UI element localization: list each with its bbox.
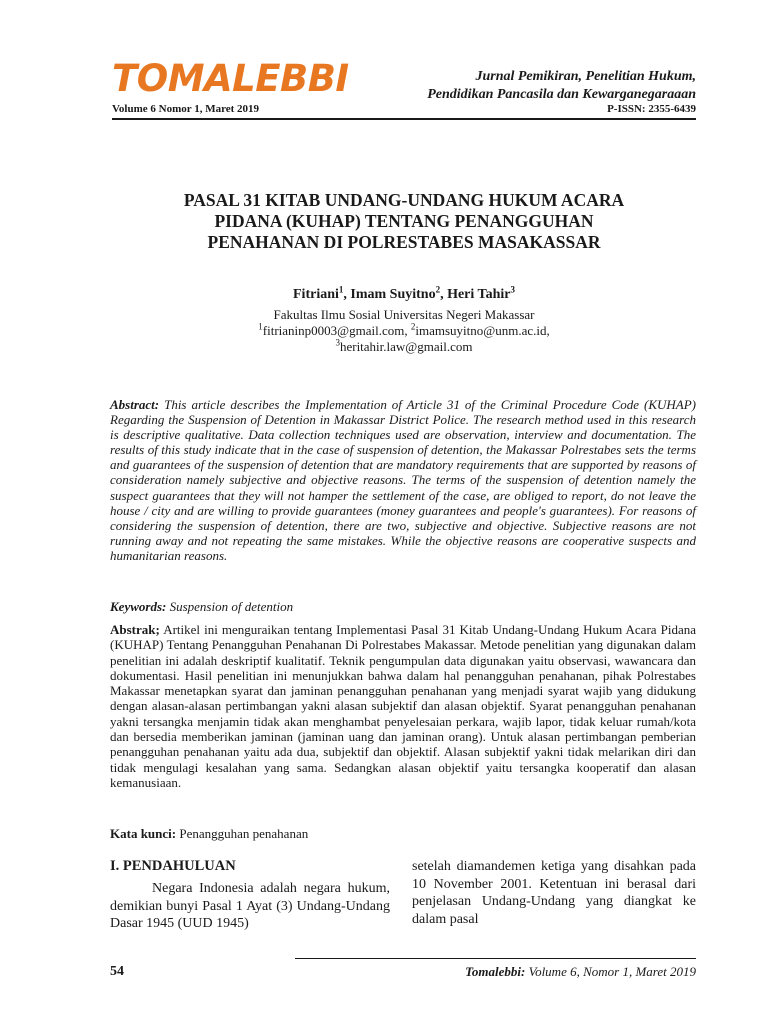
- keywords-label: Keywords:: [110, 599, 167, 614]
- footer-citation: [465, 964, 696, 980]
- header-divider: [112, 118, 696, 120]
- body-left-column: Negara Indonesia adalah negara hukum, demikian bunyi Pasal 1 Ayat (3) Undang-Undang Dasar 1945 (UUD 1945): [110, 881, 390, 931]
- email-line-2: [112, 339, 696, 355]
- author-1: Fitriani: [293, 287, 339, 302]
- email-1-sup: 1: [258, 321, 263, 332]
- page-number: 54: [110, 964, 124, 979]
- email-3[interactable]: heritahir.law@gmail.com: [339, 339, 473, 354]
- kata-kunci-label: Kata kunci:: [110, 826, 177, 841]
- journal-subtitle-line2: Pendidikan Pancasila dan Kewarganegaraaan: [427, 87, 696, 102]
- authors: Fitriani$^1$, Imam Suyitno$^2$, Heri Tahir$^3$: [293, 284, 515, 302]
- footer-journal-name: Tomalebbi:: [465, 964, 526, 979]
- footer-issue: Volume 6, Nomor 1, Maret 2019: [528, 964, 696, 979]
- title-line2: PIDANA (KUHAP) TENTANG PENANGGUHAN: [214, 211, 594, 231]
- title-line3: PENAHANAN DI POLRESTABES MASAKASSAR: [207, 232, 601, 252]
- journal-subtitle-line1: Jurnal Pemikiran, Penelitian Hukum,: [475, 69, 696, 84]
- keywords-value: Suspension of detention: [169, 599, 294, 614]
- abstract-text: This article describes the Implementation of Article 31 of the Criminal Procedure Code (KUHAP) Regarding the Suspension of Detention in Makassar District Police. The research method used in this research is descriptive qualitative. Data collection techniques used are observation, interview and documentation. The results of this study indicate that in the case of suspension of detention, the Makassar Polrestabes sets the terms and guarantees of the suspension of detention that are mandatory requirements that are supported by reasons of consideration namely subjective and objective reasons. The terms of the suspension of detention namely the suspect guarantees that they will not hamper the settlement of the case, are obliged to report, do not leave the house / city and are willing to provide guarantees (money guarantees and people's guarantees). For reasons of considering the suspension of detention, there are two, subjective and objective. Subjective reasons are not running away and not repeating the same mistakes. While the objective reasons are cooperative suspects and humanitarian reasons.: [110, 397, 696, 563]
- email-3-sup: 3: [335, 337, 340, 348]
- section-heading: I. PENDAHULUAN: [110, 858, 236, 874]
- email-2-sup: 2: [410, 321, 416, 332]
- kata-kunci-value: Penangguhan penahanan: [179, 826, 309, 841]
- abstrak-label: Abstrak;: [110, 622, 160, 637]
- affiliation: Fakultas Ilmu Sosial Universitas Negeri Makassar: [273, 307, 535, 322]
- abstract-indonesian: [110, 622, 696, 790]
- volume-info: Volume 6 Nomor 1, Maret 2019: [112, 103, 260, 115]
- email-2[interactable]: imamsuyitno@unm.ac.id,: [415, 323, 550, 338]
- journal-subtitle: [427, 68, 696, 104]
- journal-logo: TOMALEBBI: [112, 57, 349, 100]
- body-right-column: setelah diamandemen ketiga yang disahkan pada 10 November 2001. Ketentuan ini berasal dari penjelasan Undang-Undang yang diangkat ke dalam pasal: [412, 859, 696, 927]
- email-1[interactable]: fitrianinp0003@gmail.com,: [262, 323, 408, 338]
- email-line-1: [112, 323, 696, 339]
- issn: P-ISSN: 2355-6439: [607, 103, 696, 115]
- author-2-sup: 2: [435, 284, 441, 295]
- keywords-english: [110, 599, 696, 615]
- affiliation-block: [112, 307, 696, 355]
- author-1-sup: 1: [338, 284, 344, 295]
- footer-divider: [295, 958, 696, 959]
- author-3: Heri Tahir: [447, 287, 511, 302]
- title-line1: PASAL 31 KITAB UNDANG-UNDANG HUKUM ACARA: [183, 190, 625, 210]
- abstract-label: Abstract:: [110, 397, 160, 412]
- author-3-sup: 3: [510, 284, 515, 295]
- article-title: [112, 190, 696, 253]
- author-2: Imam Suyitno: [350, 287, 436, 302]
- abstrak-text: Artikel ini menguraikan tentang Implementasi Pasal 31 Kitab Undang-Undang Hukum Acara Pidana (KUHAP) Tentang Penangguhan Penahanan Di Polrestabes Makassar. Metode penelitian yang digunakan dalam penelitian ini adalah deskriptif kualitatif. Teknik pengumpulan data digunakan yaitu observasi, wawancara dan dokumentasi. Hasil penelitian ini menunjukkan bahwa dalam hal penangguhan penahanan, pihak Polrestabes Makassar menetapkan syarat dan jaminan penangguhan penahanan yang menjadi syarat wajib yang didukung dengan alasan-alasan pertimbangan yakni alasan subjektif dan alasan objektif. Syarat penangguhan penahanan yakni tersangka menjamin tidak akan menghambat penyelesaian perkara, wajib lapor, tidak keluar rumah/kota dan bersedia memberikan jaminan (jaminan uang dan jaminan orang). Untuk alasan pertimbangan pemberian penangguhan penahanan yaitu ada dua, subjektif dan objektif. Alasan subjektif yakni tidak melarikan diri dan tidak mengulagi kesalahan yang sama. Sedangkan alasan objektif yaitu tersangka kooperatif dan alasan kemanusiaan.: [110, 622, 696, 790]
- abstract-english: [110, 397, 696, 563]
- keywords-indonesian: [110, 826, 696, 842]
